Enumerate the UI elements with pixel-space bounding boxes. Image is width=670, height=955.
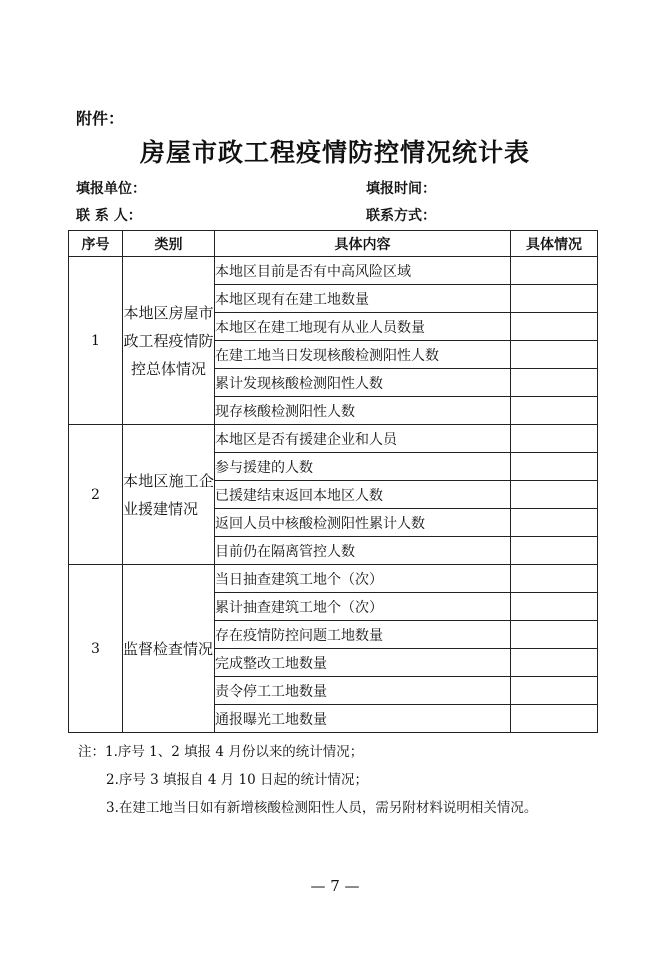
header-category: 类别 [123, 231, 215, 257]
page-number: — 7 — [310, 877, 360, 895]
content-cell: 目前仍在隔离管控人数 [215, 537, 511, 565]
situation-cell[interactable] [511, 285, 598, 313]
attachment-label: 附件： [76, 109, 125, 128]
contact-method-label: 联系方式： [366, 208, 436, 224]
situation-cell[interactable] [511, 649, 598, 677]
situation-cell[interactable] [511, 677, 598, 705]
header-content: 具体内容 [215, 231, 511, 257]
situation-cell[interactable] [511, 397, 598, 425]
situation-cell[interactable] [511, 453, 598, 481]
fill-unit-label: 填报单位： [76, 181, 146, 197]
group-category: 本地区房屋市政工程疫情防控总体情况 [123, 257, 215, 425]
notes-section [78, 738, 598, 822]
content-cell: 本地区在建工地现有从业人员数量 [215, 313, 511, 341]
content-cell: 通报曝光工地数量 [215, 705, 511, 733]
situation-cell[interactable] [511, 481, 598, 509]
content-cell: 完成整改工地数量 [215, 649, 511, 677]
content-cell: 责令停工工地数量 [215, 677, 511, 705]
situation-cell[interactable] [511, 257, 598, 285]
header-seq: 序号 [69, 231, 123, 257]
situation-cell[interactable] [511, 313, 598, 341]
header-situation: 具体情况 [511, 231, 598, 257]
note-line-2: 2.序号 3 填报自 4 月 10 日起的统计情况； [106, 772, 368, 788]
table-row [69, 565, 598, 593]
note-text: 1.序号 1、2 填报 4 月份以来的统计情况； [105, 744, 364, 760]
notes-prefix: 注： [78, 744, 105, 760]
content-cell: 参与援建的人数 [215, 453, 511, 481]
document-title: 房屋市政工程疫情防控情况统计表 [139, 138, 530, 167]
content-cell: 累计抽查建筑工地个（次） [215, 593, 511, 621]
note-line-1 [78, 738, 598, 766]
situation-cell[interactable] [511, 537, 598, 565]
statistics-table [68, 230, 598, 733]
situation-cell[interactable] [511, 509, 598, 537]
contact-person-label: 联 系 人： [76, 208, 142, 224]
situation-cell[interactable] [511, 425, 598, 453]
group-seq: 1 [69, 257, 123, 425]
situation-cell[interactable] [511, 593, 598, 621]
content-cell: 累计发现核酸检测阳性人数 [215, 369, 511, 397]
table-header-row [69, 231, 598, 257]
content-cell: 现存核酸检测阳性人数 [215, 397, 511, 425]
situation-cell[interactable] [511, 621, 598, 649]
situation-cell[interactable] [511, 705, 598, 733]
group-category: 监督检查情况 [123, 565, 215, 733]
content-cell: 返回人员中核酸检测阳性累计人数 [215, 509, 511, 537]
table-row [69, 257, 598, 285]
situation-cell[interactable] [511, 565, 598, 593]
content-cell: 存在疫情防控问题工地数量 [215, 621, 511, 649]
situation-cell[interactable] [511, 369, 598, 397]
group-seq: 3 [69, 565, 123, 733]
content-cell: 本地区目前是否有中高风险区域 [215, 257, 511, 285]
content-cell: 已援建结束返回本地区人数 [215, 481, 511, 509]
table-row [69, 425, 598, 453]
group-seq: 2 [69, 425, 123, 565]
note-line-3: 3.在建工地当日如有新增核酸检测阳性人员，需另附材料说明相关情况。 [106, 800, 538, 816]
content-cell: 本地区现有在建工地数量 [215, 285, 511, 313]
fill-time-label: 填报时间： [366, 181, 436, 197]
situation-cell[interactable] [511, 341, 598, 369]
content-cell: 当日抽查建筑工地个（次） [215, 565, 511, 593]
content-cell: 本地区是否有援建企业和人员 [215, 425, 511, 453]
group-category: 本地区施工企业援建情况 [123, 425, 215, 565]
content-cell: 在建工地当日发现核酸检测阳性人数 [215, 341, 511, 369]
